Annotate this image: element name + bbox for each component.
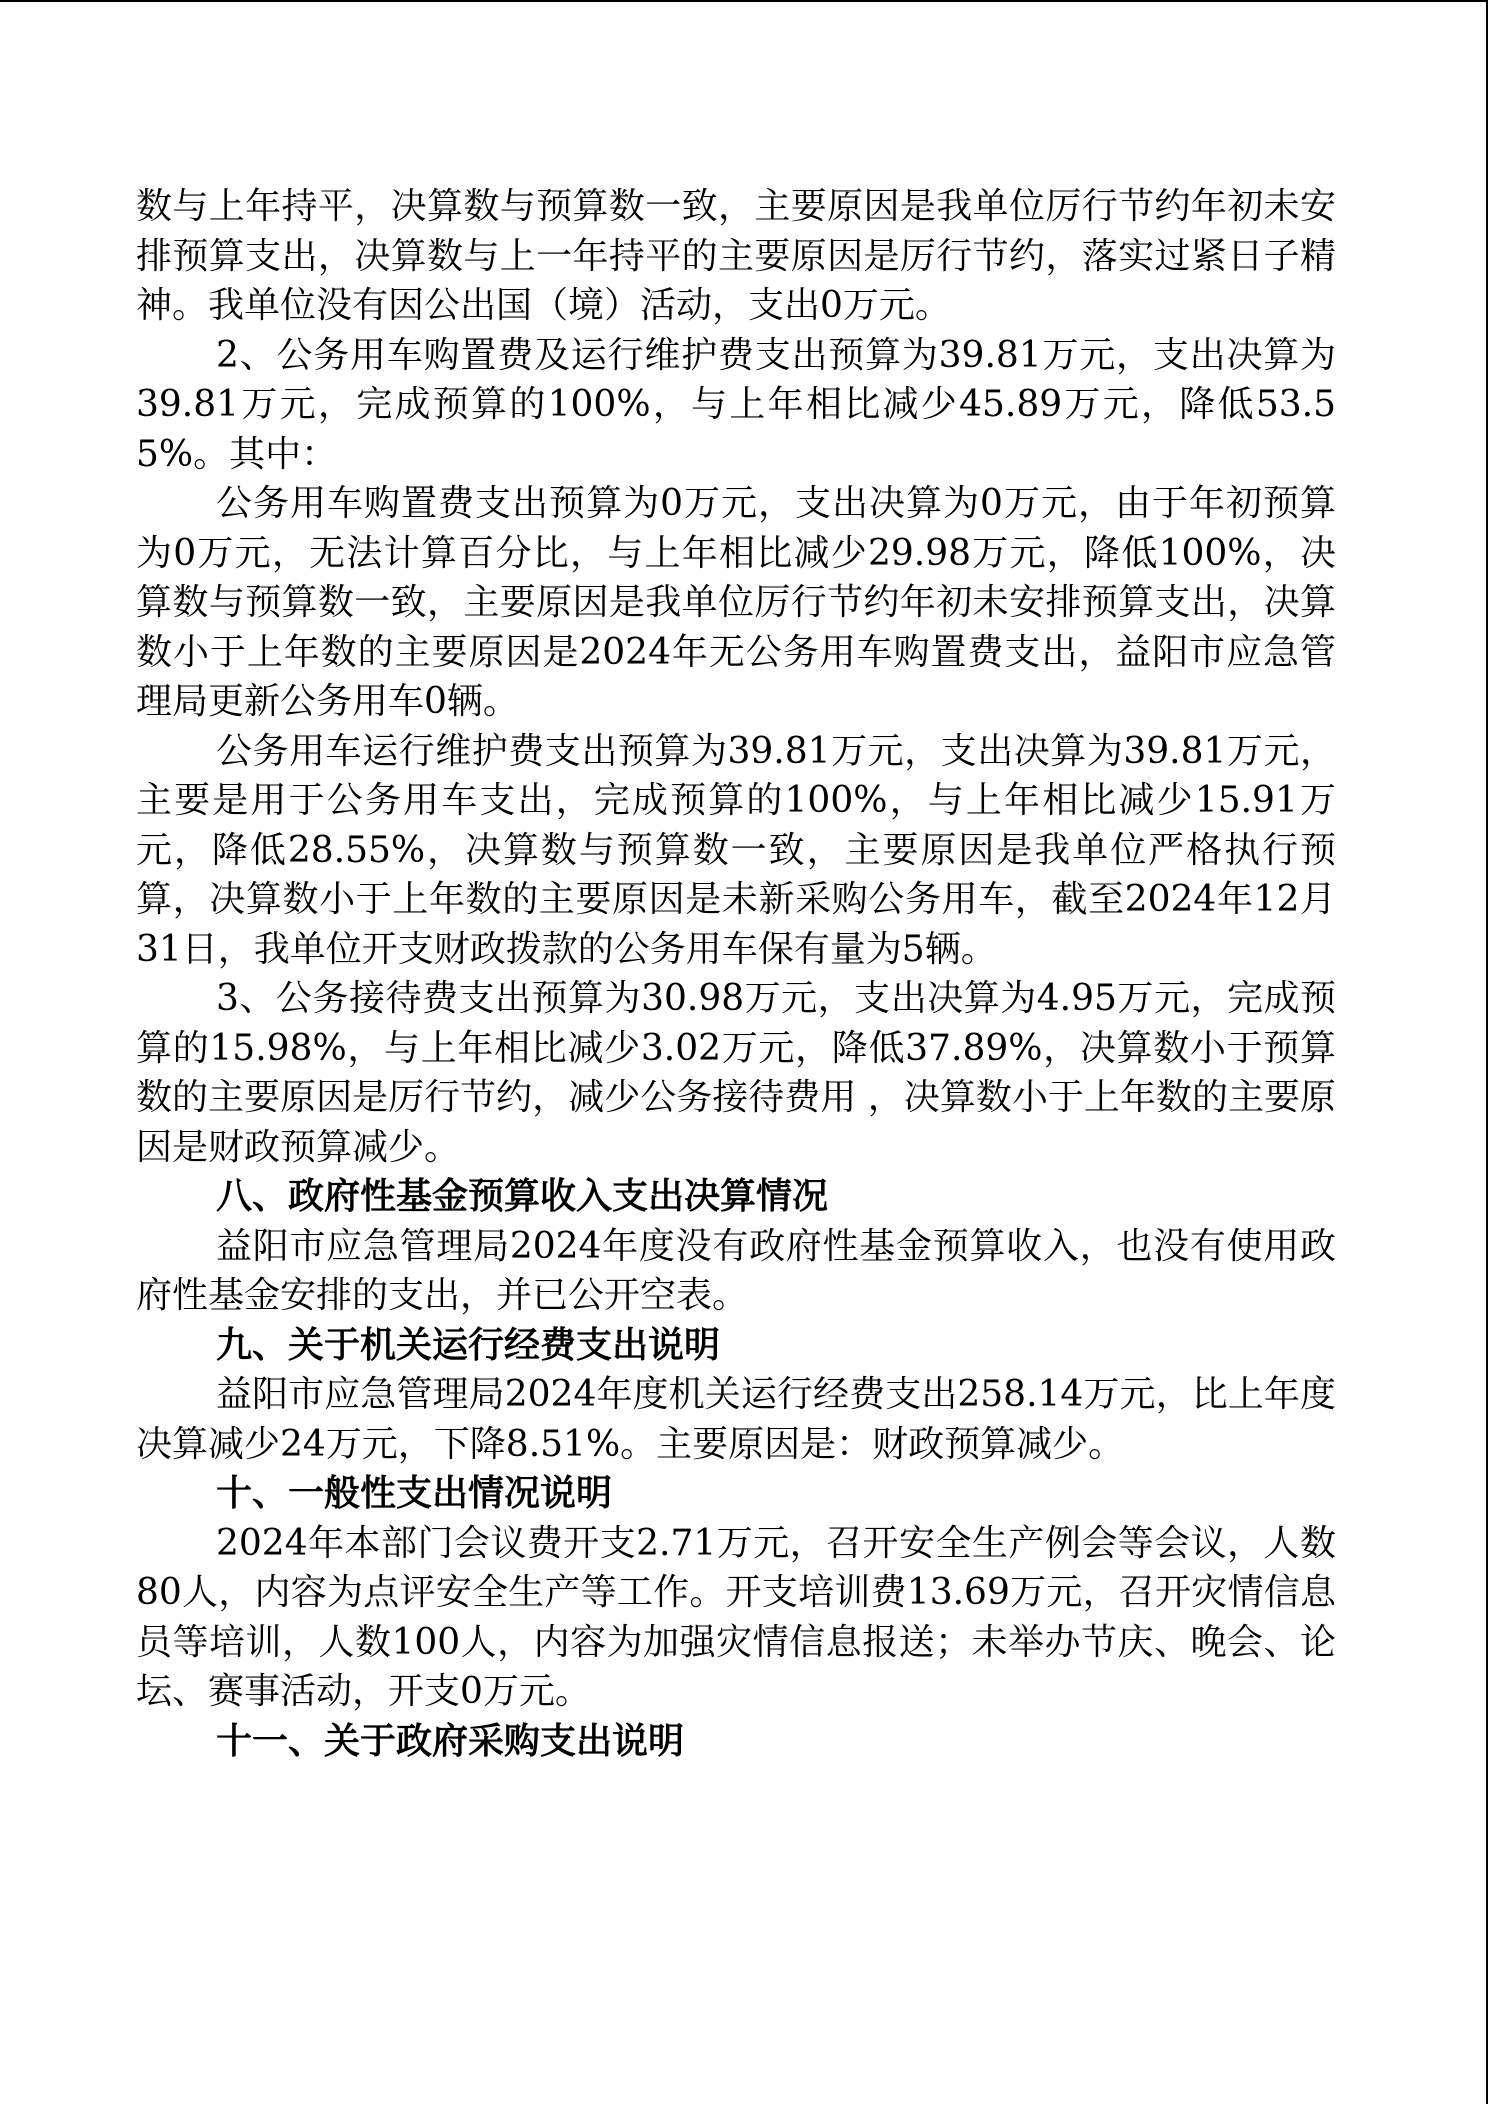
heading-operating-expenses: 九、关于机关运行经费支出说明: [216, 1323, 721, 1366]
paragraph-vehicle-maintenance: 公务用车运行维护费支出预算为39.81万元，支出决算为39.81万元，主要是用于公务用车支出，完成预算的100%，与上年相比减少15.91万元，降低28.55%，决算数与预算数一致，主要原因是我单位严格执行预算，决算数小于上年数的主要原因是未新采购公务用车，截至2024年12月31日，我单位开支财政拨款的公务用车保有量为5辆。: [136, 730, 1336, 970]
paragraph-reception: 3、公务接待费支出预算为30.98万元，支出决算为4.95万元，完成预算的15.98%，与上年相比减少3.02万元，降低37.89%，决算数小于预算数的主要原因是厉行节约，减少公务接待费用 ，决算数小于上年数的主要原因是财政预算减少。: [136, 978, 1336, 1168]
paragraph-vehicle-purchase: 公务用车购置费支出预算为0万元，支出决算为0万元，由于年初预算为0万元，无法计算百分比，与上年相比减少29.98万元，降低100%，决算数与预算数一致，主要原因是我单位厉行节约年初未安排预算支出，决算数小于上年数的主要原因是2024年无公务用车购置费支出，益阳市应急管理局更新公务用车0辆。: [136, 483, 1336, 722]
paragraph-general-expenditure: 2024年本部门会议费开支2.71万元，召开安全生产例会等会议，人数80人，内容为点评安全生产等工作。开支培训费13.69万元，召开灾情信息员等培训，人数100人，内容为加强灾情信息报送；未举办节庆、晚会、论坛、赛事活动，开支0万元。: [136, 1522, 1336, 1712]
heading-procurement: 十一、关于政府采购支出说明: [216, 1719, 685, 1762]
paragraph-government-fund: 益阳市应急管理局2024年度没有政府性基金预算收入，也没有使用政府性基金安排的支出，并已公开空表。: [136, 1225, 1336, 1316]
document-body: [136, 182, 1336, 1766]
paragraph-operating-expenses: 益阳市应急管理局2024年度机关运行经费支出258.14万元，比上年度决算减少24万元，下降8.51%。主要原因是：财政预算减少。: [136, 1374, 1336, 1465]
heading-government-fund: 八、政府性基金预算收入支出决算情况: [216, 1175, 829, 1217]
paragraph-foreign-travel: 数与上年持平，决算数与预算数一致，主要原因是我单位厉行节约年初未安排预算支出，决算数与上一年持平的主要原因是厉行节约，落实过紧日子精神。我单位没有因公出国（境）活动，支出0万元。: [136, 186, 1336, 326]
paragraph-vehicle-total: 2、公务用车购置费及运行维护费支出预算为39.81万元，支出决算为39.81万元，完成预算的100%，与上年相比减少45.89万元，降低53.55%。其中：: [136, 334, 1336, 475]
heading-general-expenditure: 十、一般性支出情况说明: [216, 1472, 613, 1514]
